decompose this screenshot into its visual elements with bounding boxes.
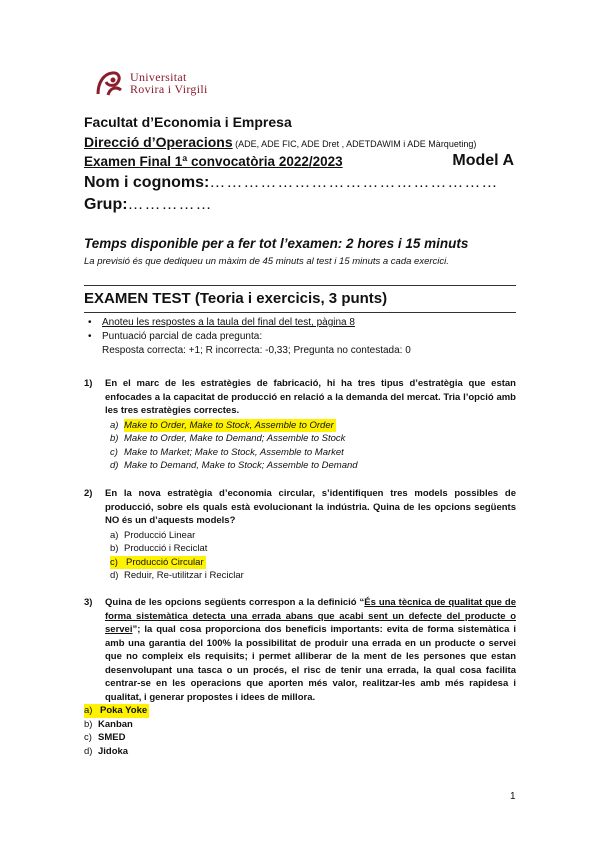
divider-top <box>84 285 516 286</box>
group-label: Grup: <box>84 196 128 213</box>
option-letter: c) <box>84 732 92 743</box>
stem-part: ”; la qual cosa proporciona dos beneficis importants: evita de forma sistemàtica i amb una garantia del 100% la possibilitat de produir una errada en un producte o servei que no compleix els requisits; i permet alliberar de la ment de les persones que estan desenvolupant una tasca o un procés, el risc de tenir una errada, la qual cosa facilita centrar-se en les operacions que aporten més valor, realitzar-les amb més rapidesa i qualitat, i generar propostes i idees de millora. <box>105 624 516 703</box>
question-2 <box>84 487 516 583</box>
option-letter: c) <box>110 446 118 458</box>
option-text: Reduir, Re-utilitzar i Reciclar <box>124 570 244 581</box>
name-field[interactable] <box>84 174 524 192</box>
option-a[interactable] <box>110 419 516 433</box>
option-letter: c) <box>110 556 126 570</box>
question-number: 1) <box>84 378 93 389</box>
question-stem: En la nova estratègia d’economia circular, s’identifiquen tres models possibles de producció, sobre els quals està evolucionant la indústria. Quina de les opcions següents NO és un d’aquests models? <box>105 488 516 526</box>
instructions <box>88 316 411 358</box>
option-letter: b) <box>110 433 119 444</box>
group-dots: …………… <box>127 196 213 213</box>
option-text-highlighted: Producció Circular <box>126 556 204 568</box>
exam-line <box>84 154 524 169</box>
page-number: 1 <box>510 791 516 802</box>
option-text: Producció i Reciclat <box>124 543 208 554</box>
option-text: SMED <box>98 732 126 743</box>
option-text-highlighted: Poka Yoke <box>100 705 148 716</box>
logo-text <box>130 71 208 95</box>
course-line <box>84 134 524 150</box>
option-letter: a) <box>110 529 119 541</box>
option-a[interactable] <box>84 704 516 718</box>
scoring-text: Resposta correcta: +1; R incorrecta: -0,33; Pregunta no contestada: 0 <box>102 345 411 356</box>
logo-line-2: Rovira i Virgili <box>130 82 208 96</box>
time-note: La previsió és que dediqueu un màxim de 45 minuts al test i 15 minuts a cada exercici. <box>84 256 449 267</box>
instruction-text: Anoteu les respostes a la taula del final del test, pàgina 8 <box>102 317 355 328</box>
option-b[interactable] <box>110 542 516 556</box>
exam-title: Examen Final 1ª convocatòria 2022/2023 <box>84 154 343 169</box>
question-options <box>110 529 516 583</box>
option-b[interactable] <box>84 718 516 732</box>
question-number: 3) <box>84 597 93 608</box>
stem-definition: És una tècnica de qualitat que de forma sistemàtica detecta una errada abans que acabi sent un defecte del producte o servei <box>105 597 516 635</box>
instruction-text: Puntuació parcial de cada pregunta: <box>102 331 263 342</box>
group-field[interactable] <box>84 196 524 214</box>
urv-logo-icon <box>94 68 124 98</box>
option-letter: d) <box>110 570 119 581</box>
bullet-icon: • <box>88 317 92 328</box>
instruction-item <box>88 316 411 330</box>
option-d[interactable] <box>110 569 516 583</box>
option-d[interactable] <box>110 459 516 473</box>
course-name: Direcció d’Operacions <box>84 134 233 150</box>
option-c[interactable] <box>84 731 516 745</box>
option-text: Make to Demand, Make to Stock; Assemble to Demand <box>124 460 358 471</box>
question-stem: En el marc de les estratègies de fabricació, hi ha tres tipus d’estratègia que estan enfocades a la capacitat de producció en relació a la demanda del mercat. Tria l’opció amb les tres estratègies correctes. <box>105 378 516 416</box>
option-text: Make to Order, Make to Demand; Assemble to Stock <box>124 433 346 444</box>
question-stem <box>105 596 516 704</box>
name-label: Nom i cognoms: <box>84 174 210 191</box>
option-letter: b) <box>110 543 119 554</box>
question-1 <box>84 377 516 473</box>
faculty-name: Facultat d’Economia i Empresa <box>84 114 292 130</box>
option-a[interactable] <box>110 529 516 543</box>
stem-part: Quina de les opcions següents correspon a la definició “ <box>105 597 365 608</box>
option-letter: d) <box>110 460 119 471</box>
option-c[interactable] <box>110 446 516 460</box>
option-text-highlighted: Make to Order, Make to Stock, Assemble to Order <box>124 419 334 431</box>
test-section-title: EXAMEN TEST (Teoria i exercicis, 3 punts) <box>84 290 388 307</box>
logo-line-1: Universitat <box>130 70 187 84</box>
name-dots: …………………………………………… <box>209 174 499 191</box>
question-options <box>84 704 516 758</box>
option-text: Jidoka <box>98 745 129 757</box>
divider-bottom <box>84 312 516 313</box>
question-number: 2) <box>84 488 93 499</box>
option-letter: a) <box>84 704 100 718</box>
time-title: Temps disponible per a fer tot l’examen: 2 hores i 15 minuts <box>84 236 469 251</box>
option-d[interactable] <box>84 745 516 759</box>
option-text: Make to Market; Make to Stock, Assemble to Market <box>124 446 344 458</box>
exam-model: Model A <box>452 152 514 169</box>
option-letter: b) <box>84 718 93 730</box>
option-text: Producció Linear <box>124 529 196 541</box>
university-logo <box>94 68 208 98</box>
course-degrees: (ADE, ADE FIC, ADE Dret , ADETDAWIM i ADE Màrqueting) <box>232 139 477 149</box>
option-letter: a) <box>110 419 119 431</box>
question-3 <box>84 596 516 758</box>
option-letter: d) <box>84 745 93 757</box>
instruction-item <box>88 330 411 344</box>
option-text: Kanban <box>98 718 133 730</box>
option-c[interactable] <box>110 556 516 570</box>
question-options <box>110 419 516 473</box>
option-b[interactable] <box>110 432 516 446</box>
bullet-icon: • <box>88 331 92 342</box>
